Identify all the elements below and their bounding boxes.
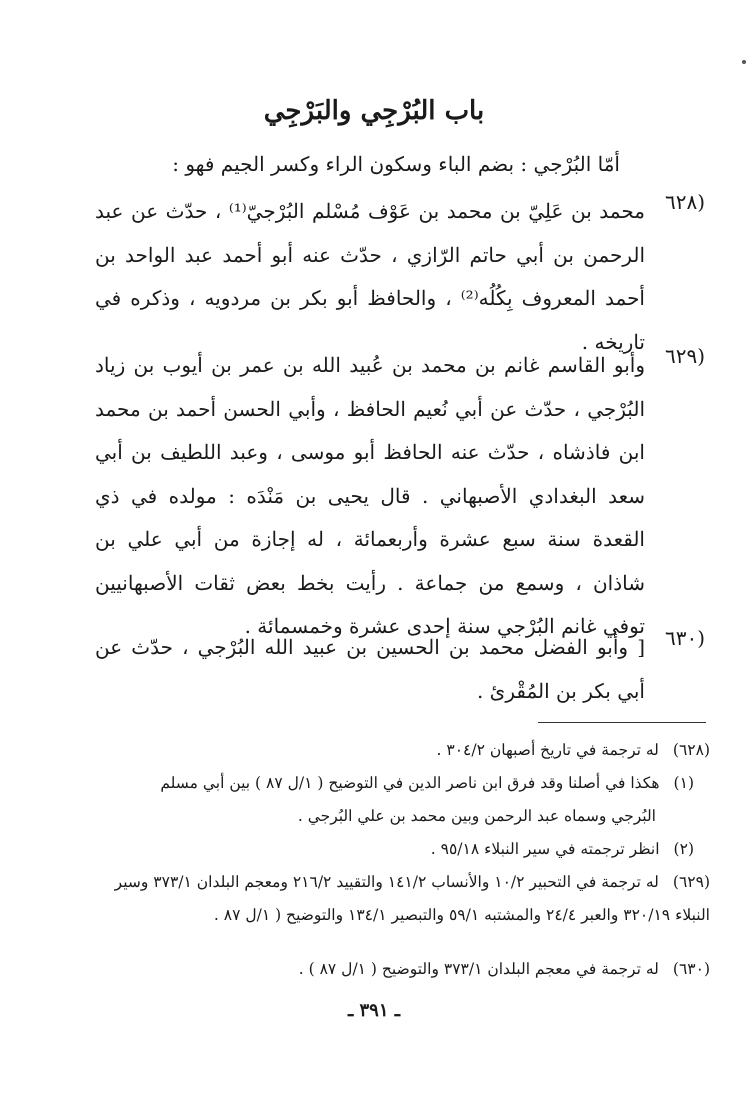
footnote-text: له ترجمة في التحبير ١٠/٢ والأنساب ١٤١/٢ والتقييد ٢١٦/٢ ومعجم البلدان ٣٧٣/١ وسير النبلاء ٣٢٠/١٩ والعبر ٢٤/٤ والمشتبه ٥٩/١ والتبصير ١٣٤/١ والتوضيح ( ١/ل ٨٧ . (114, 873, 710, 924)
footnote-629 (80, 866, 710, 932)
footnote-1 (80, 767, 706, 833)
entry-629 (95, 344, 705, 649)
footnote-number: (٢) (673, 840, 694, 858)
footnote-number: (١) (673, 774, 694, 792)
entry-number: (٦٣٠ (664, 626, 705, 650)
entry-number: (٦٢٨ (664, 190, 705, 214)
footnote-number: (٦٢٩) (672, 873, 710, 891)
footnote-text: له ترجمة في تاريخ أصبهان ٣٠٤/٢ . (436, 741, 659, 759)
entry-text: [ وأبو الفضل محمد بن الحسين بن عبيد الله البُرْجي ، حدّث عن أبي بكر بن المُقْرئ . (95, 635, 645, 703)
entry-number: (٦٢٩ (664, 344, 705, 368)
footnote-628 (80, 734, 710, 767)
entry-text: محمد بن عَلِيّ بن محمد بن عَوْف مُسْلم البُرْجيّ⁽¹⁾ ، حدّث عن عبد الرحمن بن أبي حاتم الرّازي ، حدّث عنه أبو أحمد عبد الواحد بن أحمد المعروف بِكُلُه⁽²⁾ ، والحافظ أبو بكر بن مردويه ، وذكره في تاريخه . (95, 199, 645, 354)
footnote-text: هكذا في أصلنا وقد فرق ابن ناصر الدين في التوضيح ( ١/ل ٨٧ ) بين أبي مسلم (160, 774, 660, 792)
intro-line: أمّا البُرْجي : بضم الباء وسكون الراء وكسر الجيم فهو : (172, 152, 620, 176)
footnote-continuation: البُرجي وسماه عبد الرحمن وبين محمد بن علي البُرجي . (297, 807, 656, 825)
footnote-number: (٦٢٨) (672, 741, 710, 759)
page-number: ـ ٣٩١ ـ (347, 1000, 401, 1021)
footnote-divider (538, 722, 706, 723)
footnote-630 (80, 953, 710, 986)
entry-628 (95, 190, 705, 364)
chapter-title: باب البُرْجِي والبَرْجِي (263, 96, 485, 126)
footnote-text: له ترجمة في معجم البلدان ٣٧٣/١ والتوضيح ( ١/ل ٨٧ ) . (298, 960, 659, 978)
scan-mark (742, 60, 746, 64)
entry-text: وأبو القاسم غانم بن محمد بن عُبيد الله بن عمر بن أيوب بن زياد البُرْجي ، حدّث عن أبي نُعيم الحافظ ، وأبي الحسن أحمد بن محمد ابن فاذشاه ، حدّث عنه الحافظ أبو موسى ، وعبد اللطيف بن أبي سعد البغدادي الأصبهاني . قال يحيى بن مَنْدَه : مولده في ذي القعدة سنة سبع عشرة وأربعمائة ، له إجازة من أبي علي بن شاذان ، وسمع من جماعة . رأيت بخط بعض ثقات الأصبهانيين توفي غانم البُرْجي سنة إحدى عشرة وخمسمائة . (95, 353, 645, 638)
entry-630 (95, 626, 705, 713)
footnote-number: (٦٣٠) (672, 960, 710, 978)
footnote-2 (80, 833, 706, 866)
footnote-text: انظر ترجمته في سير النبلاء ٩٥/١٨ . (430, 840, 660, 858)
